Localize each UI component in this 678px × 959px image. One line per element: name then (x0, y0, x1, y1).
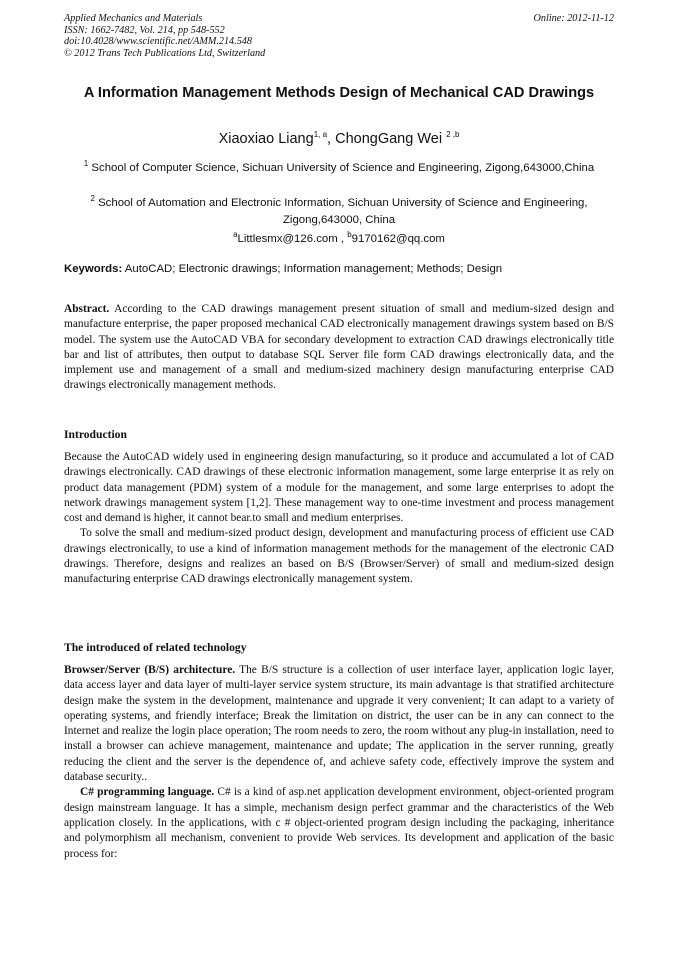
authors-line (64, 130, 614, 147)
technology-heading: The introduced of related technology (64, 641, 247, 654)
author-2: ChongGang Wei (335, 130, 447, 147)
emails-line (60, 226, 618, 248)
introduction-section (64, 450, 614, 588)
author-1-sup: 1, a (313, 130, 328, 139)
affiliation-1-text: School of Computer Science, Sichuan University of Science and Engineering, Zigong,643000,China (91, 161, 595, 174)
author-1: Xiaoxiao Liang (218, 130, 314, 147)
author-2-sup: 2 ,b (446, 130, 460, 139)
bs-text: The B/S structure is a collection of user interface layer, application logic layer, data access layer and data layer of multi-layer service system structure, its main advantage is that stratified architecture design make the system in the development, maintenance and upgrade it very convenient; It can adapt to a variety of operating systems, and friendly interface; Break the limitation on district, the user can be in any can connect to the Internet and realize the login place operation; The room needs to zero, the room without any plug-in installation, need to install a browser can achieve management, maintenance and update; The application in the server running, greatly reducing the client and the server is the dependence of, and achieve safety code, effectively improve the system and database security.. (64, 664, 615, 784)
abstract-label: Abstract. (64, 303, 110, 315)
copyright-line: © 2012 Trans Tech Publications Ltd, Switzerland (64, 47, 266, 59)
intro-paragraph-1: Because the AutoCAD widely used in engineering design manufacturing, so it produce and accumulated a lot of CAD drawings electronically. CAD drawings of these electronic information management, some large enterprise it as rely on product data management (PDM) system of a module for the management, and some large enterprises to adopt the network drawings management system [1,2]. These management way to one-time investment and process management cost and demand is higher, it cannot bear.to small and medium enterprises. (64, 451, 614, 525)
keywords-line (64, 263, 502, 275)
journal-name: Applied Mechanics and Materials (64, 13, 203, 24)
cs-text: C# is a kind of asp.net application development environment, object-oriented program design mainstream language. It has a simple, mechanism design perfect grammar and the characteristics of the Web application closely. In the applications, with c # object-oriented program design including the packaging, inheritance and polymorphism all mechanism, convenient to provide Web services. Its development and application of the basic process for: (64, 786, 614, 860)
paper-title: A Information Management Methods Design of Mechanical CAD Drawings (83, 85, 595, 101)
abstract-section (64, 302, 614, 394)
doi-line: doi:10.4028/www.scientific.net/AMM.214.548 (64, 36, 252, 47)
journal-metadata (64, 13, 265, 59)
technology-section (64, 663, 614, 862)
intro-paragraph-2: To solve the small and medium-sized product design, development and manufacturing process of efficient use CAD drawings electronically, to use a kind of information management methods for the management of the electronic CAD drawings. Therefore, designs and realizes an based on B/S (Browser/Server) of small and medium-sized design manufacturing enterprise CAD drawings electronically management system. (64, 527, 614, 586)
email-b[interactable]: 9170162@qq.com (351, 232, 445, 245)
online-date: Online: 2012-11-12 (533, 13, 614, 24)
keywords-label: Keywords: (64, 263, 123, 275)
affiliation-1-sup: 1 (83, 159, 89, 168)
cs-paragraph (64, 785, 614, 861)
issn-line: ISSN: 1662-7482, Vol. 214, pp 548-552 (64, 24, 225, 36)
introduction-heading: Introduction (64, 428, 127, 441)
abstract-text: According to the CAD drawings management present situation of small and medium-sized design and manufacture enterprise, the paper proposed mechanical CAD electronically management drawings system based on B/S model. The system use the AutoCAD VBA for secondary development to extraction CAD drawings electronically title bar and list of attributes, then output to database SQL Server file form CAD drawings electronically data, and the implement use and management of a small and medium-sized machinery design manufacturing enterprise CAD drawings electronically management methods. (64, 303, 615, 392)
affiliation-2-sup: 2 (90, 194, 95, 203)
abstract-paragraph (64, 302, 614, 394)
email-a[interactable]: Littlesmx@126.com , (237, 232, 348, 245)
bs-paragraph (64, 663, 614, 785)
affiliation-2-text: School of Automation and Electronic Information, Sichuan University of Science and Engineering, Zigong,643000, China (98, 196, 588, 226)
email-a-sup: a (233, 230, 238, 239)
keywords-text: AutoCAD; Electronic drawings; Information management; Methods; Design (124, 263, 503, 275)
email-b-sup: b (347, 230, 352, 239)
author-separator: , (327, 130, 336, 147)
cs-label: C# programming language. (80, 786, 215, 799)
bs-label: Browser/Server (B/S) architecture. (64, 664, 236, 676)
affiliation-1 (60, 155, 618, 177)
affiliation-2 (60, 190, 618, 229)
